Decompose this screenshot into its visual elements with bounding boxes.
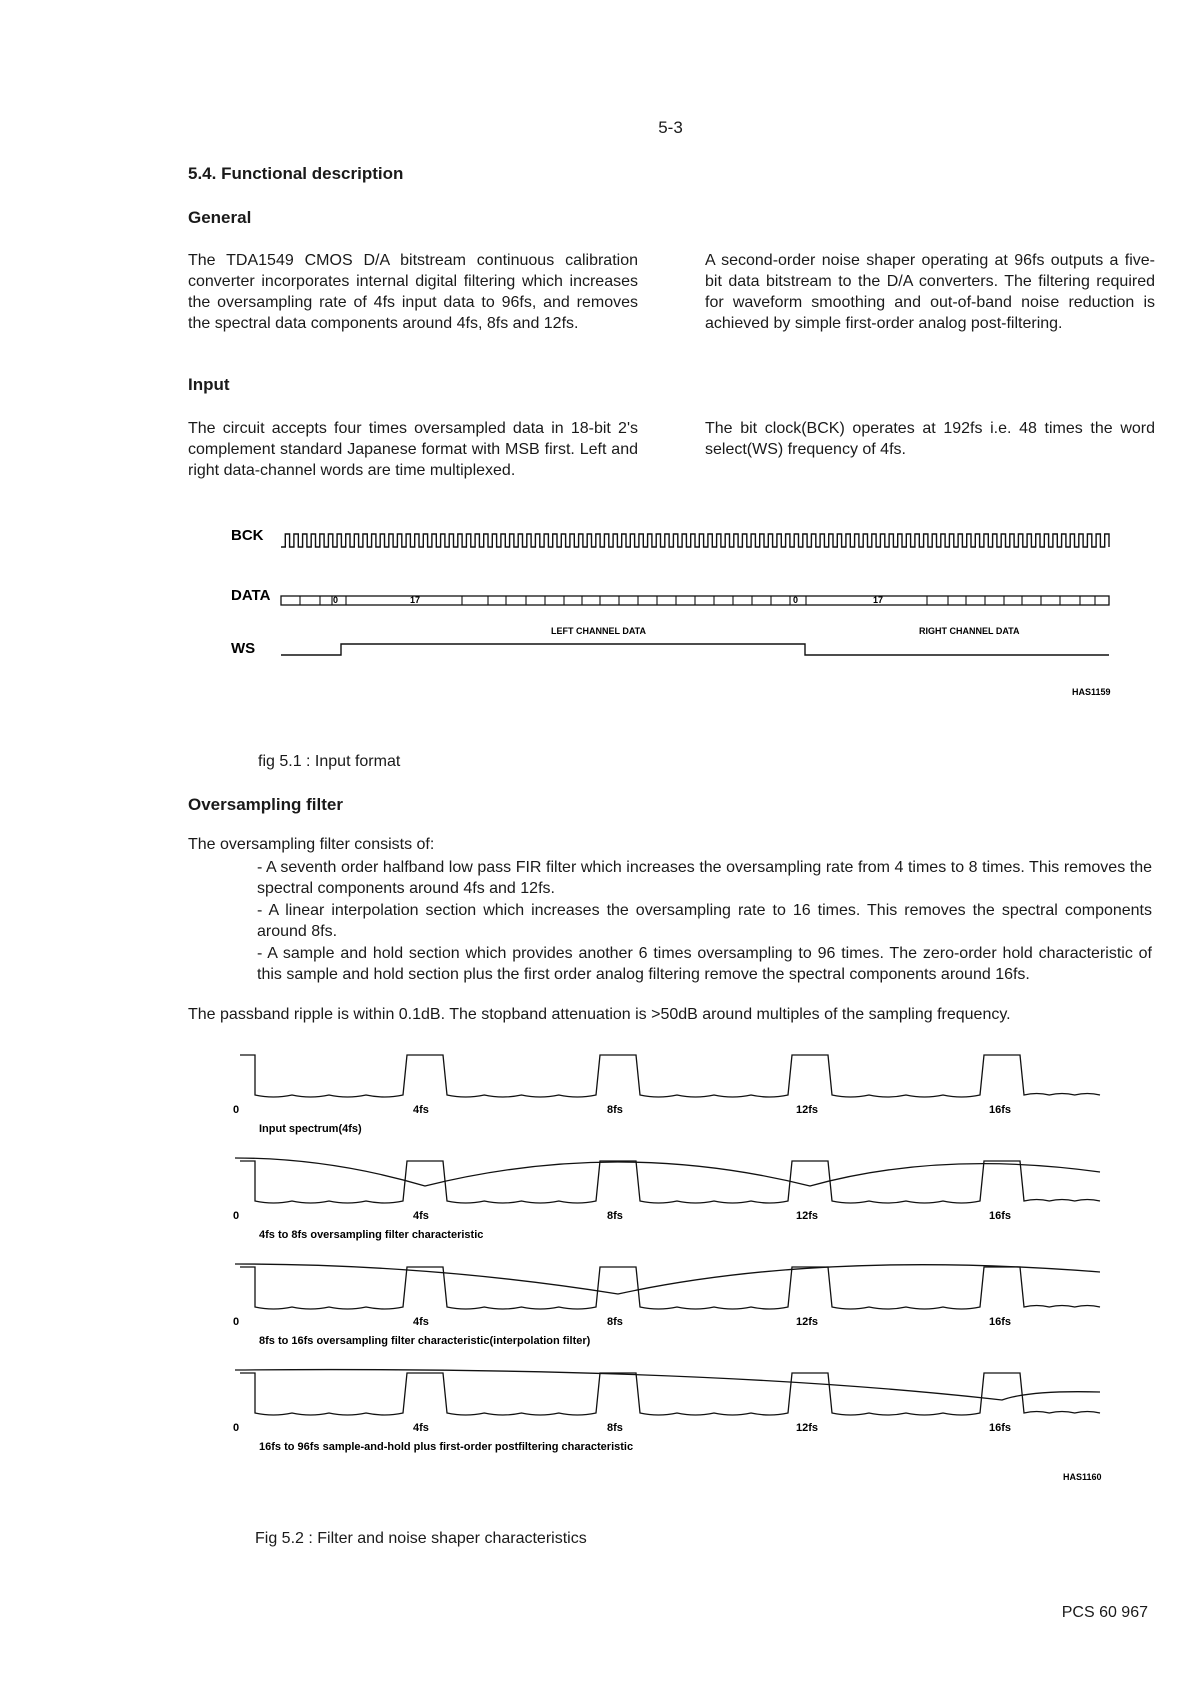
- fig2-caption: Fig 5.2 : Filter and noise shaper characteristics: [255, 1530, 587, 1547]
- frequency-axis-label: 8fs: [607, 1210, 623, 1222]
- oversampling-summary: The passband ripple is within 0.1dB. The stopband attenuation is >50dB around multiples of the sampling frequency.: [188, 1006, 1011, 1023]
- left-bit-first-label: 0: [333, 595, 339, 605]
- ws-label: WS: [231, 640, 256, 657]
- ws-waveform: [281, 644, 1109, 655]
- left-channel-label: LEFT CHANNEL DATA: [551, 626, 646, 636]
- filter-panel-1: [233, 1055, 1100, 1135]
- oversampling-bullet-2: - A linear interpolation section which increases the oversampling rate to 16 times. This removes the spectral components around 8fs.: [257, 902, 1152, 940]
- spectrum-curve: [240, 1373, 1100, 1415]
- right-bit-last-label: 17: [873, 595, 884, 605]
- data-label: DATA: [231, 587, 271, 604]
- filter-response-curve: [235, 1370, 1100, 1400]
- frequency-axis-label: 16fs: [989, 1316, 1012, 1328]
- input-format-timing-diagram: [0, 520, 1191, 700]
- spectrum-curve: [240, 1161, 1100, 1203]
- bck-clock-waveform: [281, 534, 1109, 547]
- filter-panel-4: [233, 1370, 1100, 1453]
- filter-panel-2: [233, 1158, 1100, 1241]
- filter-panel-3: [233, 1264, 1100, 1347]
- right-bit-first-label: 0: [793, 595, 799, 605]
- frequency-axis-label: 0: [233, 1104, 240, 1116]
- filter-characteristics-figure: [0, 1040, 1191, 1500]
- right-channel-label: RIGHT CHANNEL DATA: [919, 626, 1020, 636]
- frequency-axis-label: 16fs: [989, 1422, 1012, 1434]
- general-right-paragraph: A second-order noise shaper operating at 96fs outputs a five-bit data bitstream to the D/A converters. The filtering required for waveform smoothing and out-of-band noise reduction is achieved by simple first-order analog post-filtering.: [705, 252, 1155, 332]
- frequency-axis-label: 12fs: [796, 1104, 819, 1116]
- input-right-paragraph: The bit clock(BCK) operates at 192fs i.e. 48 times the word select(WS) frequency of 4fs.: [705, 420, 1155, 458]
- frequency-axis-label: 4fs: [413, 1316, 429, 1328]
- frequency-axis-label: 12fs: [796, 1210, 819, 1222]
- frequency-axis-label: 16fs: [989, 1210, 1012, 1222]
- spectrum-curve: [240, 1055, 1100, 1097]
- panel-caption: 16fs to 96fs sample-and-hold plus first-order postfiltering characteristic: [259, 1441, 634, 1453]
- fig2-code: HAS1160: [1063, 1472, 1102, 1482]
- bck-label: BCK: [231, 527, 264, 544]
- section-title: 5.4. Functional description: [188, 164, 404, 183]
- frequency-axis-label: 16fs: [989, 1104, 1012, 1116]
- left-bit-last-label: 17: [410, 595, 421, 605]
- fig1-caption: fig 5.1 : Input format: [258, 753, 401, 770]
- fig1-code: HAS1159: [1072, 687, 1111, 697]
- oversampling-bullet-3: - A sample and hold section which provides another 6 times oversampling to 96 times. The zero-order hold characteristic of this sample and hold section plus the first order analog filtering remove the spectral components around 16fs.: [257, 945, 1152, 983]
- frequency-axis-label: 4fs: [413, 1104, 429, 1116]
- frequency-axis-label: 8fs: [607, 1104, 623, 1116]
- document-code-footer: PCS 60 967: [1061, 1604, 1148, 1621]
- general-left-paragraph: The TDA1549 CMOS D/A bitstream continuous calibration converter incorporates internal digital filtering which increases the oversampling rate of 4fs input data to 96fs, and removes the spectral data components around 4fs, 8fs and 12fs.: [188, 252, 638, 332]
- oversampling-intro: The oversampling filter consists of:: [188, 836, 435, 853]
- oversampling-heading: Oversampling filter: [188, 795, 343, 814]
- frequency-axis-label: 4fs: [413, 1210, 429, 1222]
- frequency-axis-label: 12fs: [796, 1422, 819, 1434]
- panel-caption: Input spectrum(4fs): [259, 1123, 362, 1135]
- input-left-paragraph: The circuit accepts four times oversampled data in 18-bit 2's complement standard Japanese format with MSB first. Left and right data-channel words are time multiplexed.: [188, 420, 638, 479]
- frequency-axis-label: 0: [233, 1316, 240, 1328]
- frequency-axis-label: 0: [233, 1422, 240, 1434]
- input-heading: Input: [188, 375, 230, 394]
- frequency-axis-label: 8fs: [607, 1422, 623, 1434]
- general-heading: General: [188, 208, 252, 227]
- oversampling-bullet-1: - A seventh order halfband low pass FIR filter which increases the oversampling rate from 4 times to 8 times. This removes the spectral components around 4fs and 12fs.: [257, 859, 1152, 897]
- frequency-axis-label: 8fs: [607, 1316, 623, 1328]
- spectrum-curve: [240, 1267, 1100, 1309]
- frequency-axis-label: 4fs: [413, 1422, 429, 1434]
- panel-caption: 8fs to 16fs oversampling filter characteristic(interpolation filter): [259, 1335, 591, 1347]
- filter-response-curve: [235, 1264, 1100, 1294]
- frequency-axis-label: 0: [233, 1210, 240, 1222]
- filter-response-curve: [235, 1158, 1100, 1186]
- frequency-axis-label: 12fs: [796, 1316, 819, 1328]
- panel-caption: 4fs to 8fs oversampling filter characteristic: [259, 1229, 484, 1241]
- page-number: 5-3: [658, 118, 683, 137]
